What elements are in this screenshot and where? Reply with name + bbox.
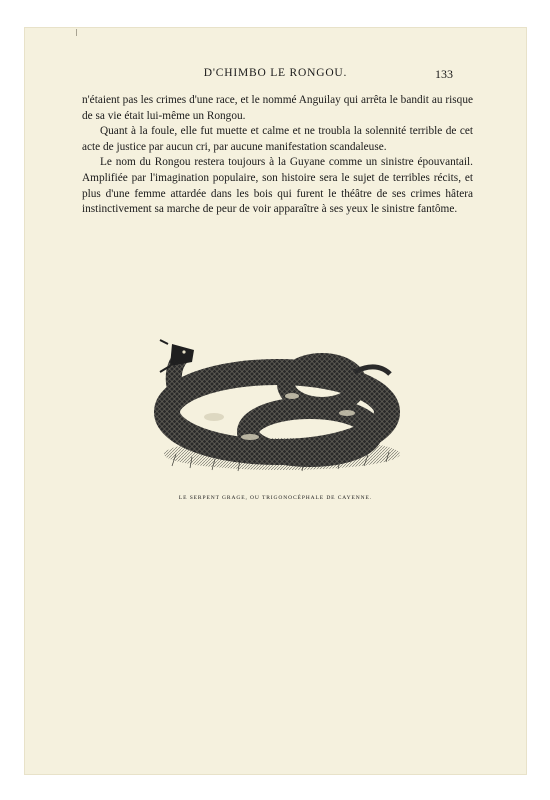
figure-caption: LE SERPENT GRAGE, OU TRIGONOCÉPHALE DE CAYENNE. [178,495,373,501]
page-speck [76,29,77,36]
paragraph: Quant à la foule, elle fut muette et calme et ne troubla la solennité terrible de cet acte de justice par aucun cri, par aucune manifestation scandaleuse. [82,125,473,153]
page-number: 133 [435,67,453,81]
book-page [24,27,527,775]
paragraph-continued: n'étaient pas les crimes d'une race, et le nommé Anguilay qui arrêta le bandit au risque de sa vie était lui-même un Rongou. [82,94,473,122]
snake-engraving [142,314,412,484]
coiled-snake-illustration [142,314,412,484]
running-title: D'CHIMBO LE RONGOU. [203,67,348,79]
body-text [82,93,473,218]
paragraph: Le nom du Rongou restera toujours à la Guyane comme un sinistre épouvantail. Amplifiée par l'imagination populaire, son histoire sera le sujet de terribles récits, et plus d'une femme attardée dans les bois qui furent le théâtre de ses crimes hâtera instinctivement sa marche de peur de voir apparaître à ses yeux le sinistre fantôme. [82,156,473,216]
running-head [24,67,527,83]
